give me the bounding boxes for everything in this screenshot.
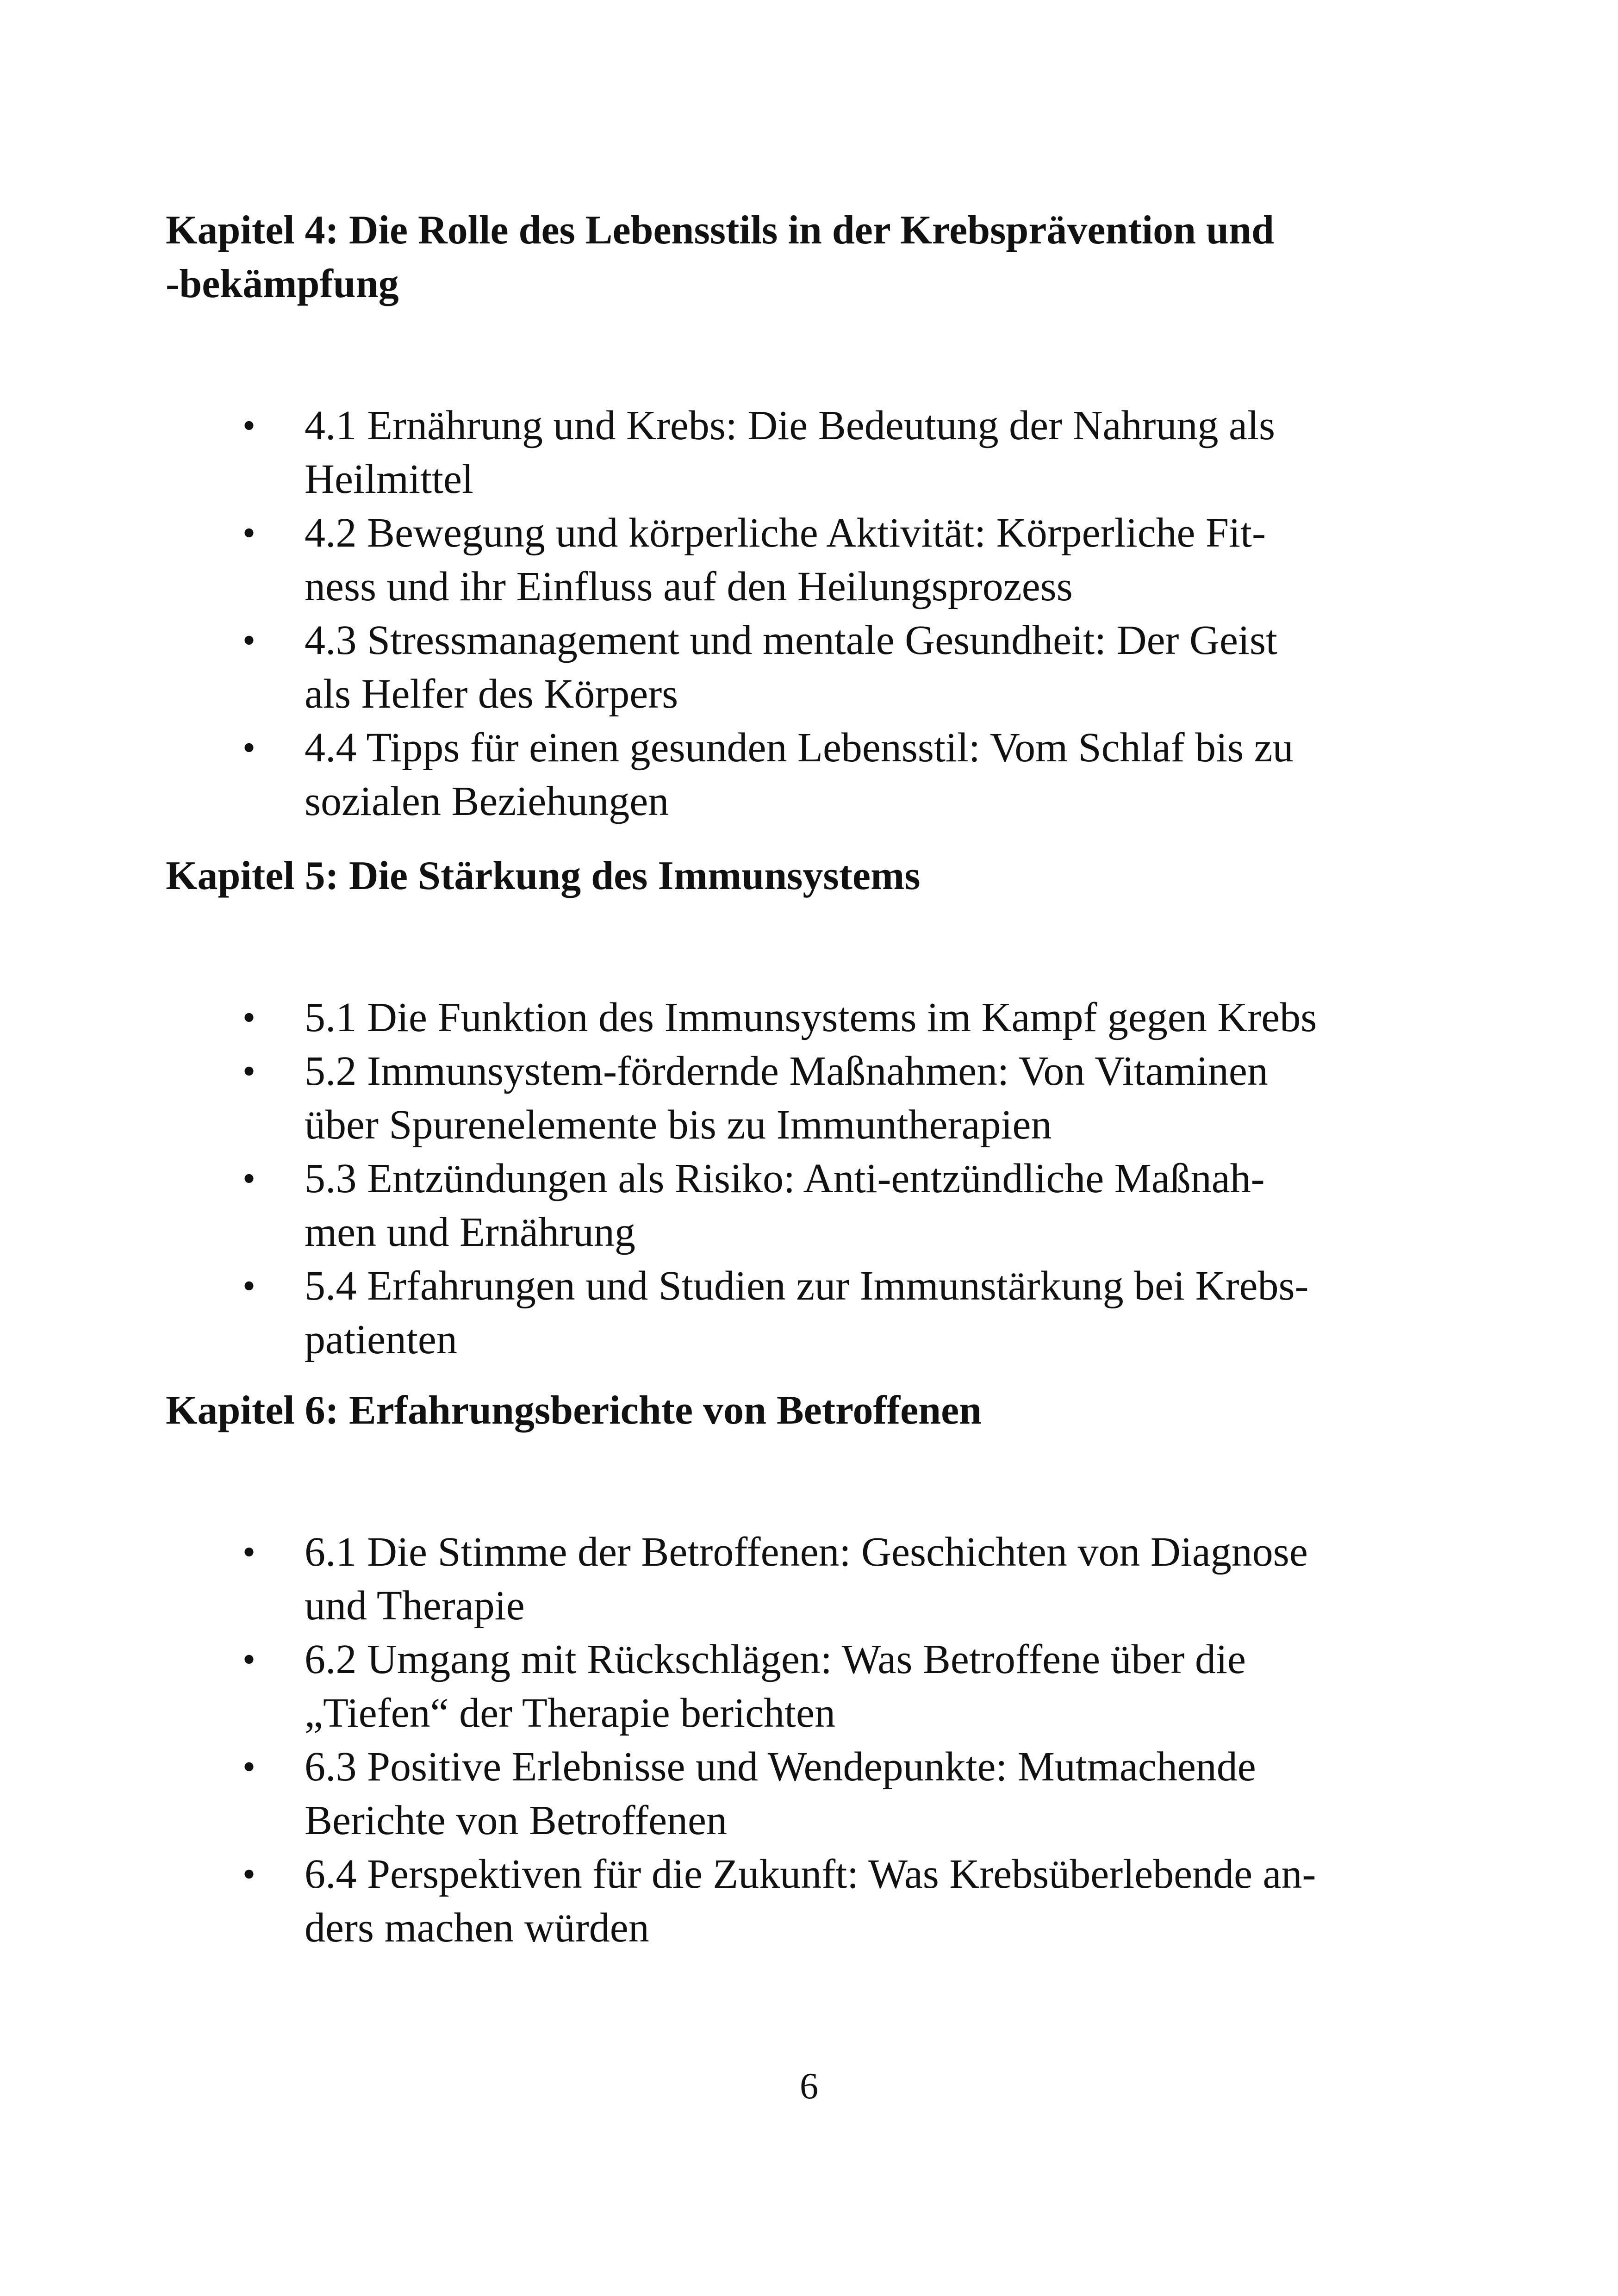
toc-item-4-2 [166,506,1452,614]
toc-item-4-3 [166,614,1452,721]
chapter-4-heading-line-1: Kapitel 4: Die Rolle des Lebensstils in der Krebsprävention und [166,208,1274,253]
toc-item-6-3-line-2: Berichte von Betroffenen [305,1798,728,1843]
bullet-icon: • [242,513,255,554]
bullet-icon: • [242,1158,255,1199]
toc-item-5-1 [166,991,1452,1045]
bullet-icon: • [242,405,255,446]
toc-item-5-2-line-1: 5.2 Immunsystem-fördernde Maßnahmen: Von Vitaminen [305,1048,1268,1094]
toc-item-5-1-line-1: 5.1 Die Funktion des Immunsystems im Kampf gegen Krebs [305,995,1317,1040]
chapter-6-heading-line-1: Kapitel 6: Erfahrungsberichte von Betroffenen [166,1388,982,1433]
toc-item-6-1-line-1: 6.1 Die Stimme der Betroffenen: Geschichten von Diagnose [305,1529,1308,1575]
bullet-icon: • [242,1532,255,1573]
toc-item-5-4 [166,1259,1452,1367]
toc-item-6-2-line-2: „Tiefen“ der Therapie berichten [305,1690,835,1736]
toc-item-4-1-line-1: 4.1 Ernährung und Krebs: Die Bedeutung der Nahrung als [305,403,1275,448]
toc-item-4-1 [166,399,1452,506]
toc-item-5-4-line-2: patienten [305,1317,457,1363]
chapter-6-section [166,1384,1452,1955]
toc-item-6-1-line-2: und Therapie [305,1583,525,1629]
chapter-6-heading [166,1384,1452,1437]
chapter-5-section [166,849,1452,1367]
toc-item-4-4-line-2: sozialen Beziehungen [305,778,669,824]
toc-item-6-4-line-1: 6.4 Perspektiven für die Zukunft: Was Krebsüberlebende an- [305,1851,1316,1897]
toc-item-4-2-line-2: ness und ihr Einfluss auf den Heilungsprozess [305,564,1073,610]
bullet-icon: • [242,1747,255,1787]
toc-item-6-3-line-1: 6.3 Positive Erlebnisse und Wendepunkte: Mutmachende [305,1744,1256,1790]
toc-item-4-4 [166,721,1452,828]
toc-item-4-3-line-1: 4.3 Stressmanagement und mentale Gesundheit: Der Geist [305,617,1277,663]
bullet-icon: • [242,1639,255,1680]
chapter-4-heading-line-2: -bekämpfung [166,261,399,306]
chapter-4-heading [166,204,1452,311]
chapter-4-section [166,204,1452,828]
toc-item-6-3 [166,1740,1452,1848]
bullet-icon: • [242,728,255,768]
bullet-icon: • [242,1051,255,1092]
chapter-5-heading-line-1: Kapitel 5: Die Stärkung des Immunsystems [166,853,921,898]
toc-item-6-4-line-2: ders machen würden [305,1905,649,1951]
bullet-icon: • [242,1854,255,1895]
toc-item-5-2 [166,1045,1452,1152]
bullet-icon: • [242,620,255,661]
toc-item-5-2-line-2: über Spurenelemente bis zu Immuntherapien [305,1102,1052,1148]
bullet-icon: • [242,1266,255,1307]
toc-item-6-4 [166,1848,1452,1955]
toc-item-6-1 [166,1525,1452,1633]
toc-item-4-2-line-1: 4.2 Bewegung und körperliche Aktivität: Körperliche Fit- [305,510,1266,556]
toc-item-5-3 [166,1152,1452,1259]
toc-item-5-3-line-1: 5.3 Entzündungen als Risiko: Anti-entzündliche Maßnah- [305,1156,1265,1201]
toc-item-4-1-line-2: Heilmittel [305,456,473,502]
toc-item-6-2-line-1: 6.2 Umgang mit Rückschlägen: Was Betroffene über die [305,1636,1246,1682]
bullet-icon: • [242,997,255,1038]
chapter-5-heading [166,849,1452,903]
chapter-4-toc-list [166,399,1452,828]
toc-item-5-4-line-1: 5.4 Erfahrungen und Studien zur Immunstärkung bei Krebs- [305,1263,1309,1309]
chapter-5-toc-list [166,991,1452,1367]
page-number: 6 [800,2066,818,2107]
toc-item-4-3-line-2: als Helfer des Körpers [305,671,678,717]
chapter-6-toc-list [166,1525,1452,1955]
toc-item-6-2 [166,1633,1452,1740]
toc-item-4-4-line-1: 4.4 Tipps für einen gesunden Lebensstil: Vom Schlaf bis zu [305,725,1294,771]
toc-item-5-3-line-2: men und Ernährung [305,1209,635,1255]
